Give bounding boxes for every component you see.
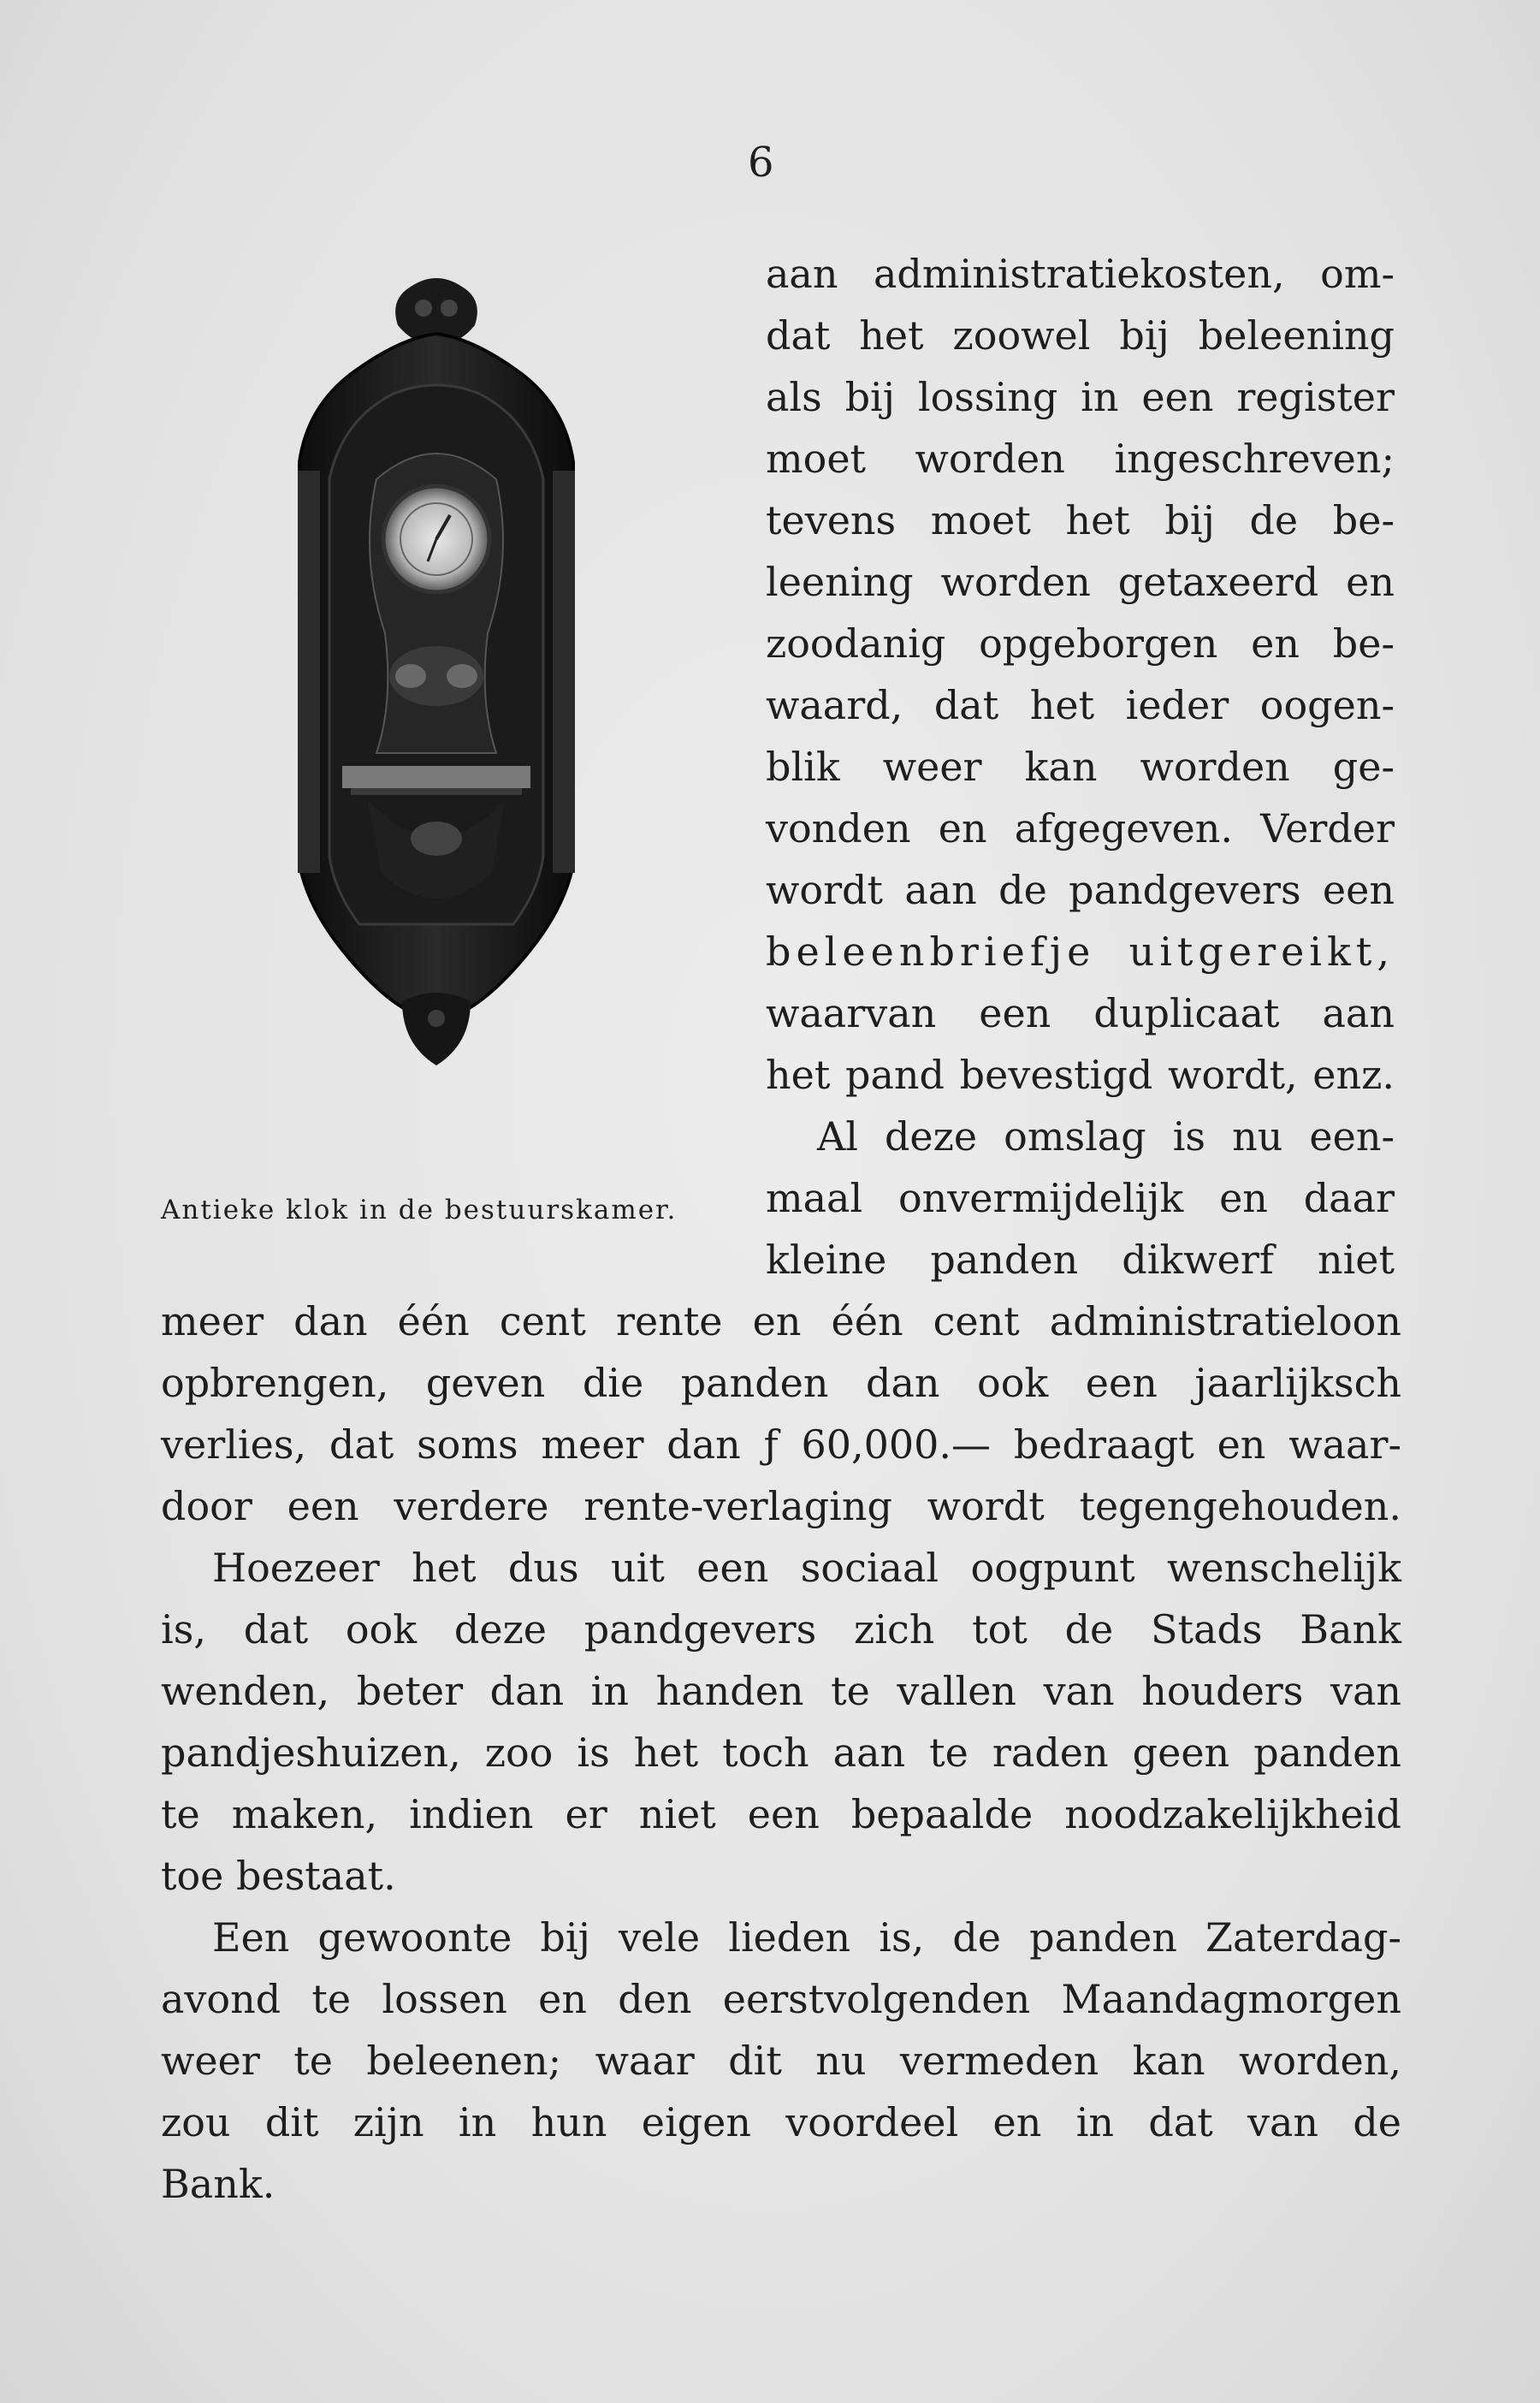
text-line: door een verdere rente-verlaging wordt tegengehouden.: [161, 1483, 1401, 1529]
text-line: vonden en afgegeven. Verder: [766, 805, 1395, 851]
text-line: tevens moet het bij de be-: [766, 497, 1395, 543]
text-line: toe bestaat.: [161, 1853, 396, 1899]
text-line: is, dat ook deze pandgevers zich tot de Stads Bank: [161, 1606, 1401, 1652]
text-line: opbrengen, geven die panden dan ook een jaarlijksch: [161, 1360, 1401, 1406]
text-line: aan administratiekosten, om-: [766, 251, 1395, 297]
text-line: zoodanig opgeborgen en be-: [766, 620, 1395, 667]
paragraph-start-line: Een gewoonte bij vele lieden is, de panden Zaterdag-: [212, 1914, 1401, 1961]
text-line: te maken, indien er niet een bepaalde noodzakelijkheid: [161, 1791, 1401, 1837]
antique-wall-clock-image: [282, 274, 590, 1070]
text-line: beleenbriefje uitgereikt,: [766, 929, 1395, 975]
text-line: pandjeshuizen, zoo is het toch aan te raden geen panden: [161, 1730, 1401, 1776]
text-line: verlies, dat soms meer dan ƒ 60,000.— bedraagt en waar-: [161, 1421, 1401, 1468]
text-line: waarvan een duplicaat aan: [766, 990, 1395, 1036]
text-line: het pand bevestigd wordt, enz.: [766, 1052, 1395, 1098]
text-line: waard, dat het ieder oogen-: [766, 682, 1395, 728]
page-number: 6: [748, 139, 774, 187]
text-line: dat het zoowel bij beleening: [766, 312, 1395, 359]
text-line: wenden, beter dan in handen te vallen van houders van: [161, 1668, 1401, 1714]
text-line: avond te lossen en den eerstvolgenden Maandagmorgen: [161, 1976, 1401, 2022]
text-line: wordt aan de pandgevers een: [766, 867, 1395, 913]
text-line: meer dan één cent rente en één cent administratieloon: [161, 1298, 1401, 1344]
paragraph-start-line: Hoezeer het dus uit een sociaal oogpunt wenschelijk: [212, 1545, 1401, 1591]
text-line: blik weer kan worden ge-: [766, 744, 1395, 790]
text-line: moet worden ingeschreven;: [766, 436, 1395, 482]
text-line: leening worden getaxeerd en: [766, 559, 1395, 605]
paragraph-start-line: Al deze omslag is nu een-: [817, 1113, 1395, 1160]
text-line: maal onvermijdelijk en daar: [766, 1175, 1395, 1221]
clock-illustration: [282, 274, 590, 1070]
text-line: weer te beleenen; waar dit nu vermeden kan worden,: [161, 2038, 1401, 2084]
text-line: Bank.: [161, 2161, 275, 2207]
text-line: kleine panden dikwerf niet: [766, 1237, 1395, 1283]
text-line: zou dit zijn in hun eigen voordeel en in dat van de: [161, 2099, 1401, 2145]
text-line: als bij lossing in een register: [766, 374, 1395, 420]
figure-caption: Antieke klok in de bestuurskamer.: [161, 1195, 678, 1225]
